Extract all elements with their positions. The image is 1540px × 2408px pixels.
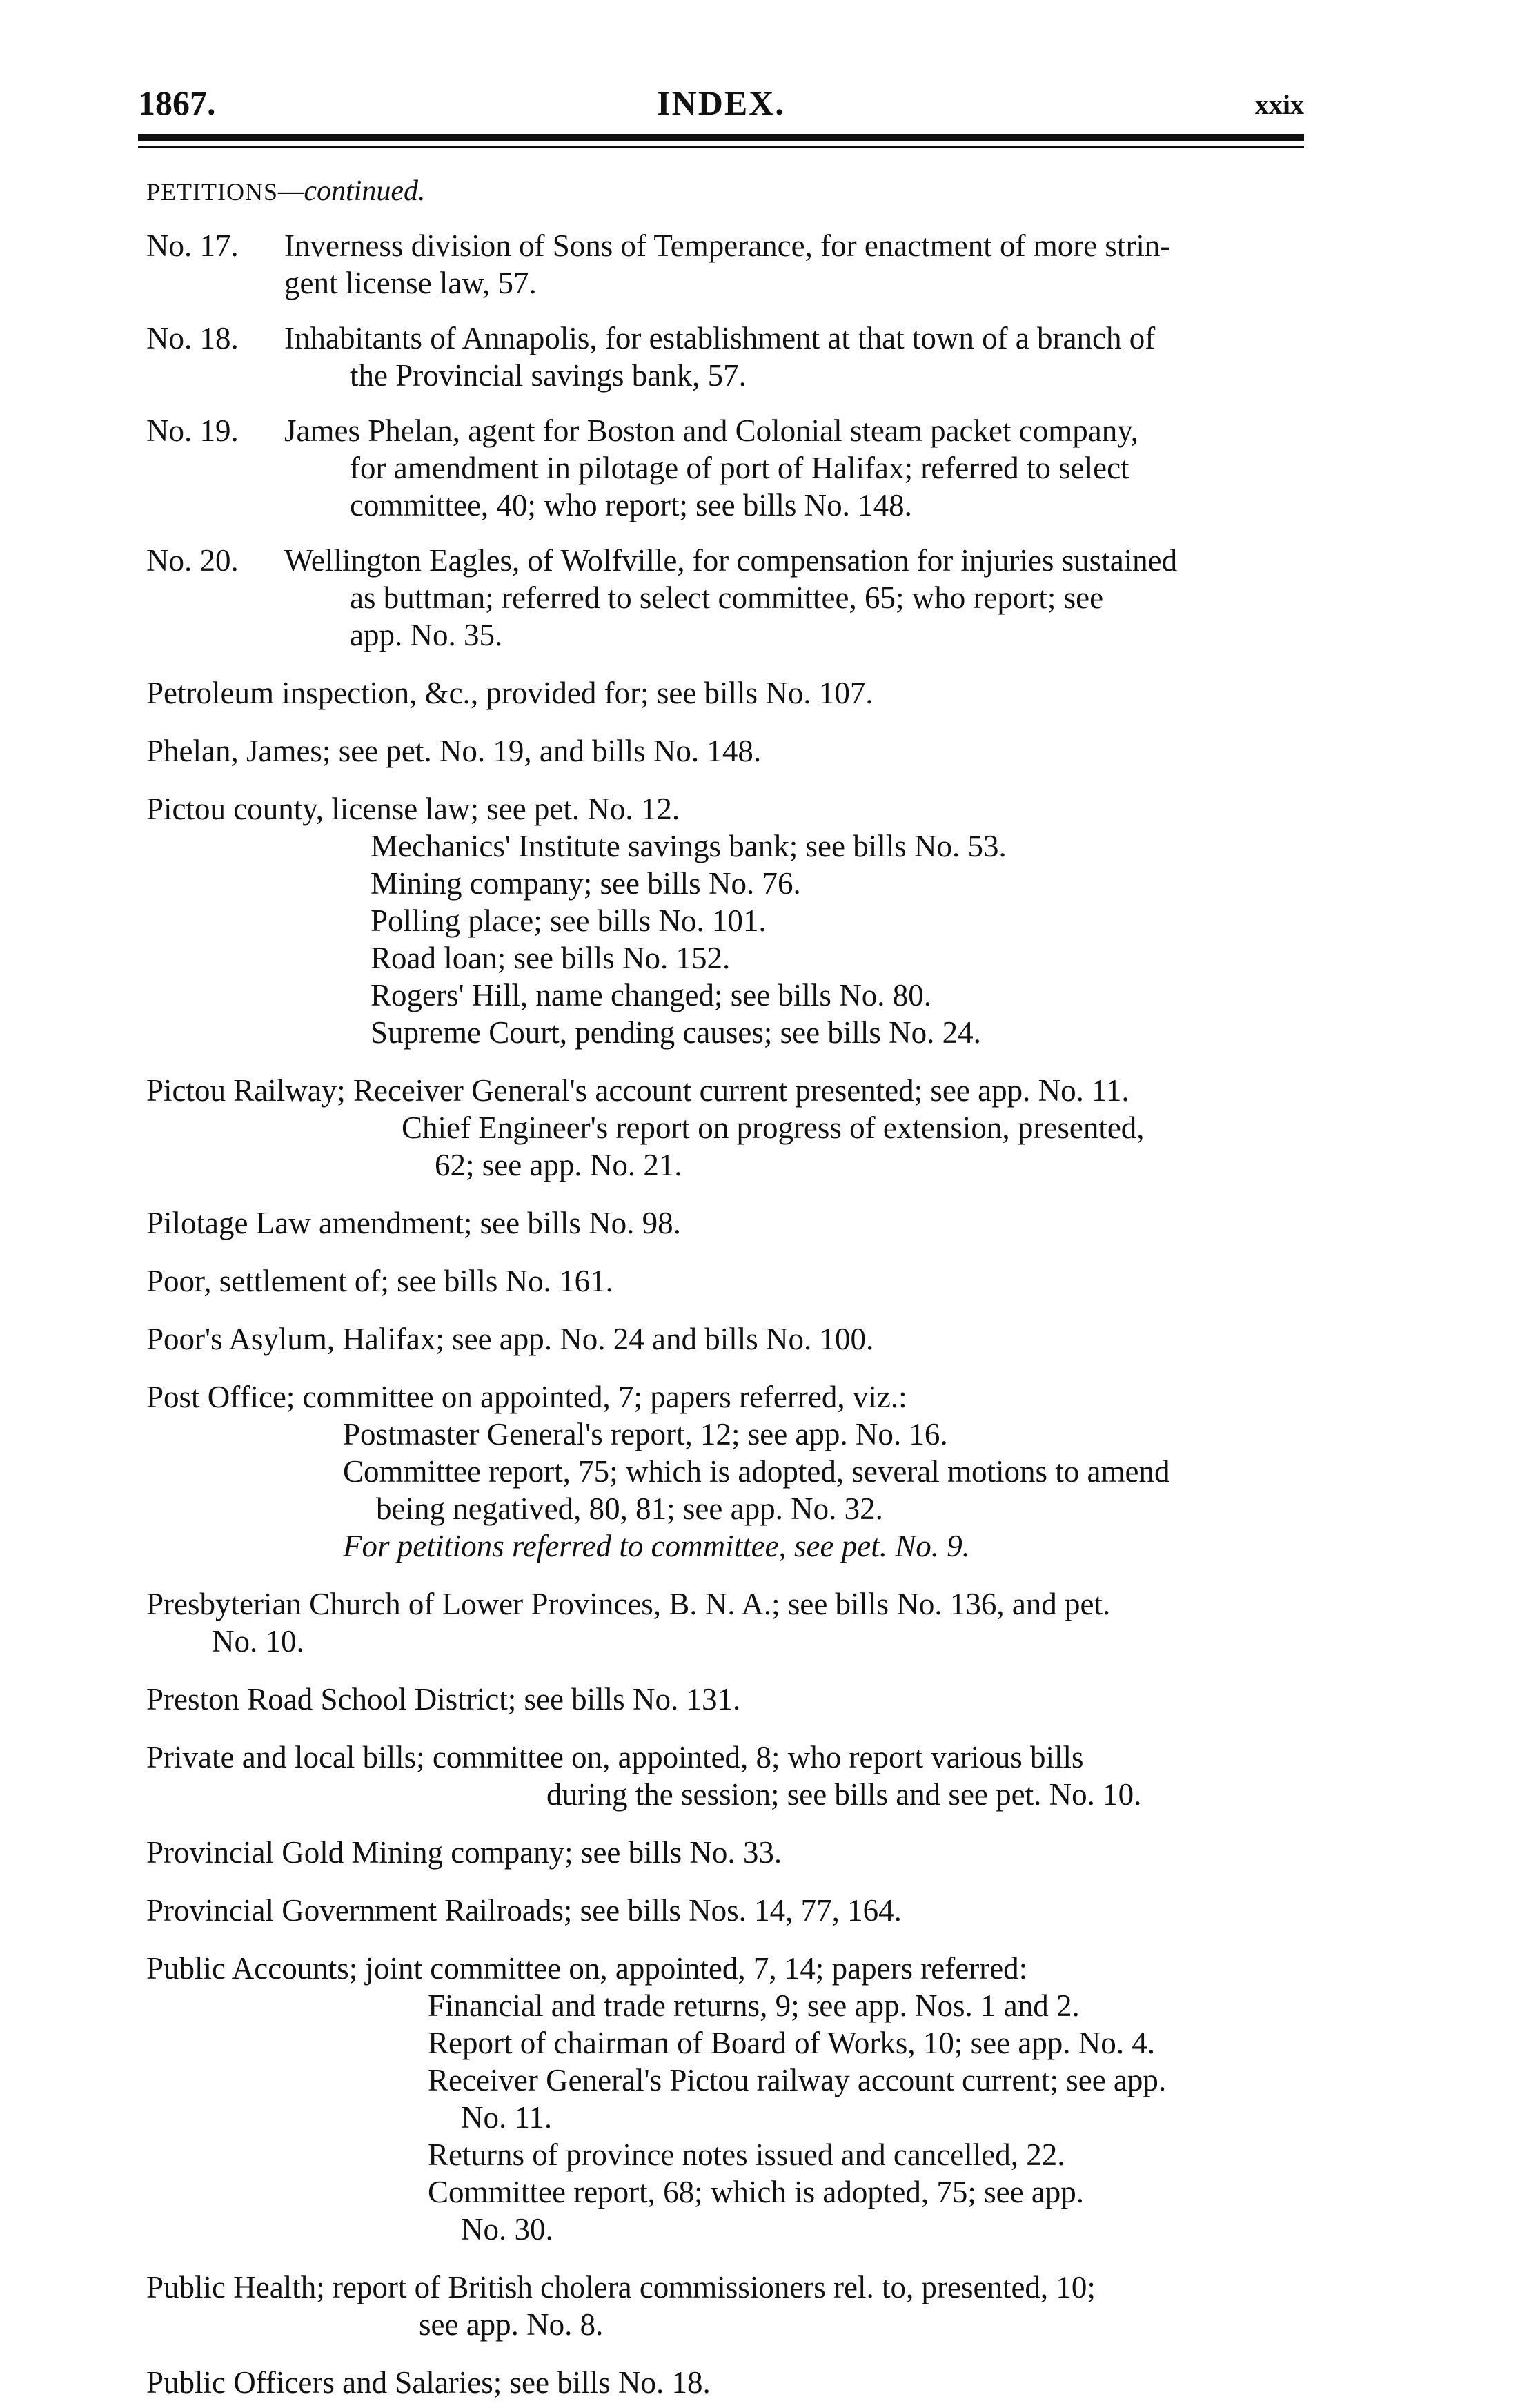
petition-line: as buttman; referred to select committee, 65; who report; see [350,580,1104,615]
entry-line: Presbyterian Church of Lower Provinces, B. N. A.; see bills No. 136, and pet. [146,1587,1111,1621]
entry-sub: 62; see app. No. 21. [435,1148,682,1182]
petition-line: gent license law, 57. [284,266,537,300]
petition-19 [146,412,1305,524]
index-body [146,173,1305,2401]
header-title: INDEX. [657,84,785,122]
petition-line: committee, 40; who report; see bills No. 148. [350,488,912,522]
entry-sub-cont: being negatived, 80, 81; see app. No. 32. [376,1491,883,1526]
petition-line: Inhabitants of Annapolis, for establishment at that town of a branch of [284,321,1156,355]
petition-line: Inverness division of Sons of Temperance, for enactment of more strin- [284,228,1171,263]
entry-sub: Report of chairman of Board of Works, 10; see app. No. 4. [428,2026,1156,2060]
petition-line: James Phelan, agent for Boston and Colonial steam packet company, [284,413,1139,448]
petition-line: app. No. 35. [350,618,503,652]
petition-number: No. 17. [146,228,239,263]
entry-private-bills [146,1739,1305,1813]
entry-public-accounts [146,1950,1305,2248]
entry-sub: Road loan; see bills No. 152. [371,941,731,975]
entry-sub-cont: No. 30. [461,2212,553,2247]
entry-sub-cont: No. 11. [461,2100,553,2135]
header-year: 1867. [138,84,216,122]
entry-sub [146,2211,1305,2248]
entry-railroads: Provincial Government Railroads; see bills Nos. 14, 77, 164. [146,1893,902,1928]
entry-sub: Postmaster General's report, 12; see app. No. 16. [343,1417,948,1451]
entry-sub: Chief Engineer's report on progress of extension, presented, [402,1110,1145,1145]
entry-line: see app. No. 8. [419,2307,604,2342]
section-heading [146,173,1305,211]
entry-sub: Mechanics' Institute savings bank; see bills No. 53. [371,829,1007,863]
header-page-number: xxix [1254,89,1304,120]
petition-number: No. 20. [146,543,239,578]
entry-sub: Polling place; see bills No. 101. [371,903,767,938]
entry-public-officers: Public Officers and Salaries; see bills No. 18. [146,2365,711,2400]
entry-pilotage: Pilotage Law amendment; see bills No. 98. [146,1206,681,1240]
petition-line: Wellington Eagles, of Wolfville, for compensation for injuries sustained [284,543,1178,578]
entry-head: Pictou Railway; Receiver General's account current presented; see app. No. 11. [146,1073,1129,1108]
section-continued: —continued. [278,175,426,207]
entry-presbyterian [146,1585,1305,1660]
entry-sub: Committee report, 68; which is adopted, 75; see app. [428,2175,1085,2209]
entry-pictou-railway [146,1072,1305,1184]
entry-sub: Committee report, 75; which is adopted, several motions to amend [343,1454,1170,1489]
petition-17 [146,227,1305,302]
entry-sub: Financial and trade returns, 9; see app. Nos. 1 and 2. [428,1988,1080,2023]
entry-public-health [146,2269,1305,2343]
petition-number: No. 18. [146,321,239,355]
petition-20 [146,542,1305,654]
entry-head: Post Office; committee on appointed, 7; papers referred, viz.: [146,1380,907,1414]
entry-line: Public Health; report of British cholera commissioners rel. to, presented, 10; [146,2270,1096,2304]
entry-sub: Mining company; see bills No. 76. [371,866,801,901]
header-rule-thin [138,146,1304,148]
entry-head: Public Accounts; joint committee on, appointed, 7, 14; papers referred: [146,1951,1028,1986]
section-label: PETITIONS [146,178,278,206]
entry-poors-asylum: Poor's Asylum, Halifax; see app. No. 24 and bills No. 100. [146,1322,874,1356]
entry-phelan: Phelan, James; see pet. No. 19, and bills No. 148. [146,734,762,768]
entry-preston: Preston Road School District; see bills No. 131. [146,1682,741,1716]
entry-sub: For petitions referred to committee, see pet. No. 9. [343,1529,970,1563]
entry-line: No. 10. [212,1624,304,1658]
entry-poor: Poor, settlement of; see bills No. 161. [146,1264,613,1298]
entry-sub: Rogers' Hill, name changed; see bills No. 80. [371,978,931,1012]
entry-post-office [146,1378,1305,1565]
entry-line: Private and local bills; committee on, appointed, 8; who report various bills [146,1740,1084,1774]
entry-sub: Receiver General's Pictou railway account current; see app. [428,2063,1167,2097]
header-rule-thick [138,134,1304,141]
entry-line: during the session; see bills and see pet. No. 10. [546,1777,1142,1812]
entry-petroleum: Petroleum inspection, &c., provided for; see bills No. 107. [146,676,873,710]
entry-sub: Returns of province notes issued and cancelled, 22. [428,2137,1065,2172]
entry-gold-mining: Provincial Gold Mining company; see bills No. 33. [146,1835,782,1870]
entry-sub: Supreme Court, pending causes; see bills No. 24. [371,1015,981,1050]
entry-sub [146,2099,1305,2136]
petition-number: No. 19. [146,413,239,448]
entry-head: Pictou county, license law; see pet. No. 12. [146,792,680,826]
petition-line: the Provincial savings bank, 57. [350,358,747,393]
petition-line: for amendment in pilotage of port of Halifax; referred to select [350,451,1129,485]
entry-pictou-county [146,790,1305,1051]
petition-18 [146,320,1305,394]
entry-sub [146,1490,1305,1527]
